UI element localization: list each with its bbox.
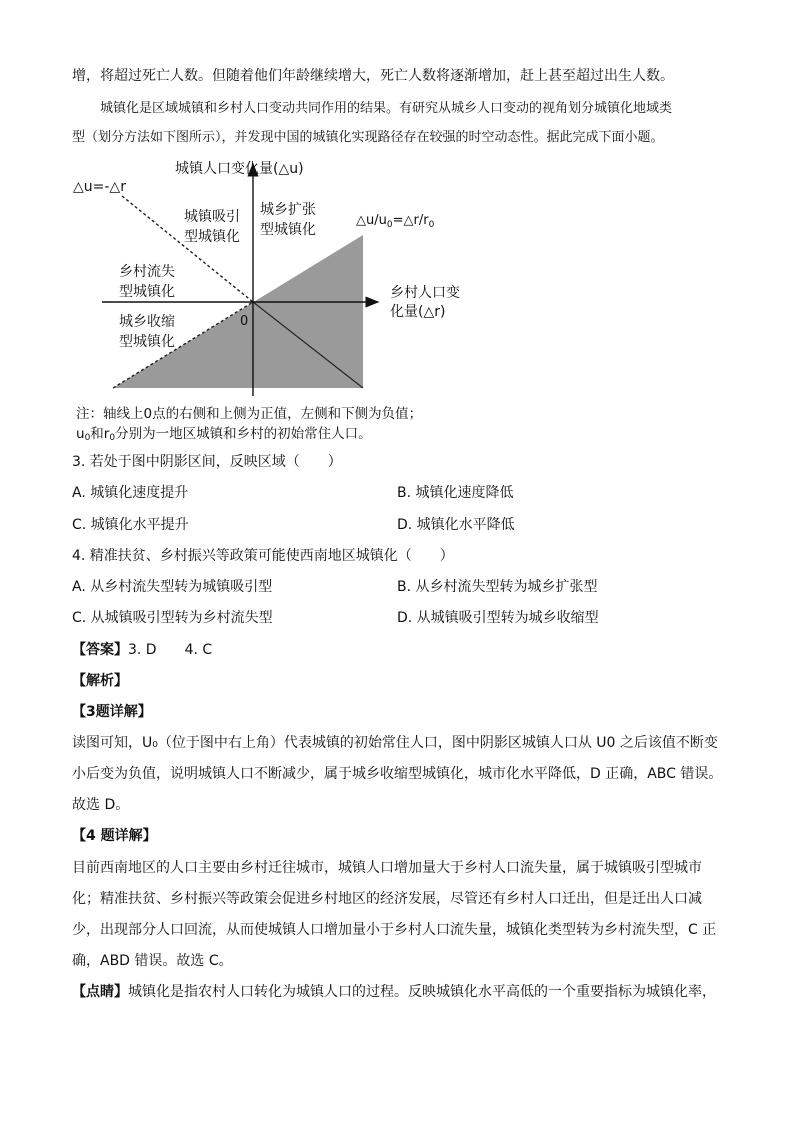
q4-analysis-line-4: 确，ABD 错误。故选 C。: [72, 953, 233, 969]
q4-option-c[interactable]: C. 从城镇吸引型转为乡村流失型: [72, 610, 273, 626]
line-negative-label: △u=-△r: [73, 179, 126, 195]
q3-analysis-line-2: 小后变为负值，说明城镇人口不断减少，属于城乡收缩型城镇化，城市化水平降低，D 正确，ABC 错误。: [72, 766, 723, 782]
q3-option-a[interactable]: A. 城镇化速度提升: [72, 485, 189, 501]
q4-option-b[interactable]: B. 从乡村流失型转为城乡扩张型: [397, 579, 598, 595]
intro-line-2: 型（划分方法如下图所示），并发现中国的城镇化实现路径存在较强的时空动态性。据此完成下面小题。: [72, 130, 664, 145]
intro-line-1: 城镇化是区域城镇和乡村人口变动共同作用的结果。有研究从城乡人口变动的视角划分城镇化地域类: [100, 101, 673, 116]
urbanization-type-diagram: [60, 150, 500, 412]
region-expand-label: 城乡扩张 型城镇化: [260, 202, 316, 238]
q4-option-a[interactable]: A. 从乡村流失型转为城镇吸引型: [72, 579, 273, 595]
y-axis-label: 城镇人口变化量(△u): [175, 161, 304, 177]
tip-line: [72, 982, 716, 1002]
x-axis-label-2: 化量(△r): [390, 304, 446, 320]
question-3-stem: 3. 若处于图中阴影区间，反映区域（ ）: [72, 454, 342, 470]
answer-label: 【答案】: [72, 642, 128, 658]
question-4-stem: 4. 精准扶贫、乡村振兴等政策可能使西南地区城镇化（ ）: [72, 548, 454, 564]
region-shrink-label: 城乡收缩 型城镇化: [119, 314, 175, 350]
q3-analysis-line-3: 故选 D。: [72, 797, 130, 813]
region-attract-label: 城镇吸引 型城镇化: [184, 209, 240, 245]
tip-text: 城镇化是指农村人口转化为城镇人口的过程。反映城镇化水平高低的一个重要指标为城镇化率，: [128, 984, 716, 1000]
paragraph-line: 增，将超过死亡人数。但随着他们年龄继续增大，死亡人数将逐渐增加，赶上甚至超过出生人数。: [72, 68, 674, 84]
answer-line: [72, 640, 212, 660]
figure-note-2: $u_0$和$r_0$分别为一地区城镇和乡村的初始常住人口。: [76, 426, 372, 443]
q4-analysis-heading: 【4 题详解】: [72, 828, 157, 844]
q3-option-d[interactable]: D. 城镇化水平降低: [397, 517, 515, 533]
line-ratio-label: $\triangle u/u_0=\triangle r/r_0$: [356, 213, 435, 230]
origin-label: 0: [240, 314, 249, 329]
answer-text: 3. D 4. C: [128, 642, 213, 658]
q4-option-d[interactable]: D. 从城镇吸引型转为城乡收缩型: [397, 610, 599, 626]
q4-analysis-line-2: 化；精准扶贫、乡村振兴等政策会促进乡村地区的经济发展，尽管还有乡村人口迁出，但是迁出人口减: [72, 891, 702, 907]
q3-analysis-line-1: 读图可知，U₀（位于图中右上角）代表城镇的初始常住人口，图中阴影区城镇人口从 U0 之后该值不断变: [72, 735, 718, 751]
q4-analysis-line-1: 目前西南地区的人口主要由乡村迁往城市，城镇人口增加量大于乡村人口流失量，属于城镇吸引型城市: [72, 860, 702, 876]
q3-option-b[interactable]: B. 城镇化速度降低: [397, 485, 514, 501]
x-axis-label-1: 乡村人口变: [390, 285, 460, 301]
q4-analysis-line-3: 少，出现部分人口回流，从而使城镇人口增加量小于乡村人口流失量，城镇化类型转为乡村流失型，C 正: [72, 922, 717, 938]
region-rural-loss-label: 乡村流失 型城镇化: [119, 264, 175, 300]
shaded-region: [113, 235, 363, 388]
q3-option-c[interactable]: C. 城镇化水平提升: [72, 517, 189, 533]
analysis-label: 【解析】: [72, 673, 128, 689]
tip-label: 【点睛】: [72, 984, 128, 1000]
q3-analysis-heading: 【3题详解】: [72, 704, 152, 720]
figure-note-1: 注：轴线上0点的右侧和上侧为正值，左侧和下侧为负值；: [76, 406, 423, 422]
